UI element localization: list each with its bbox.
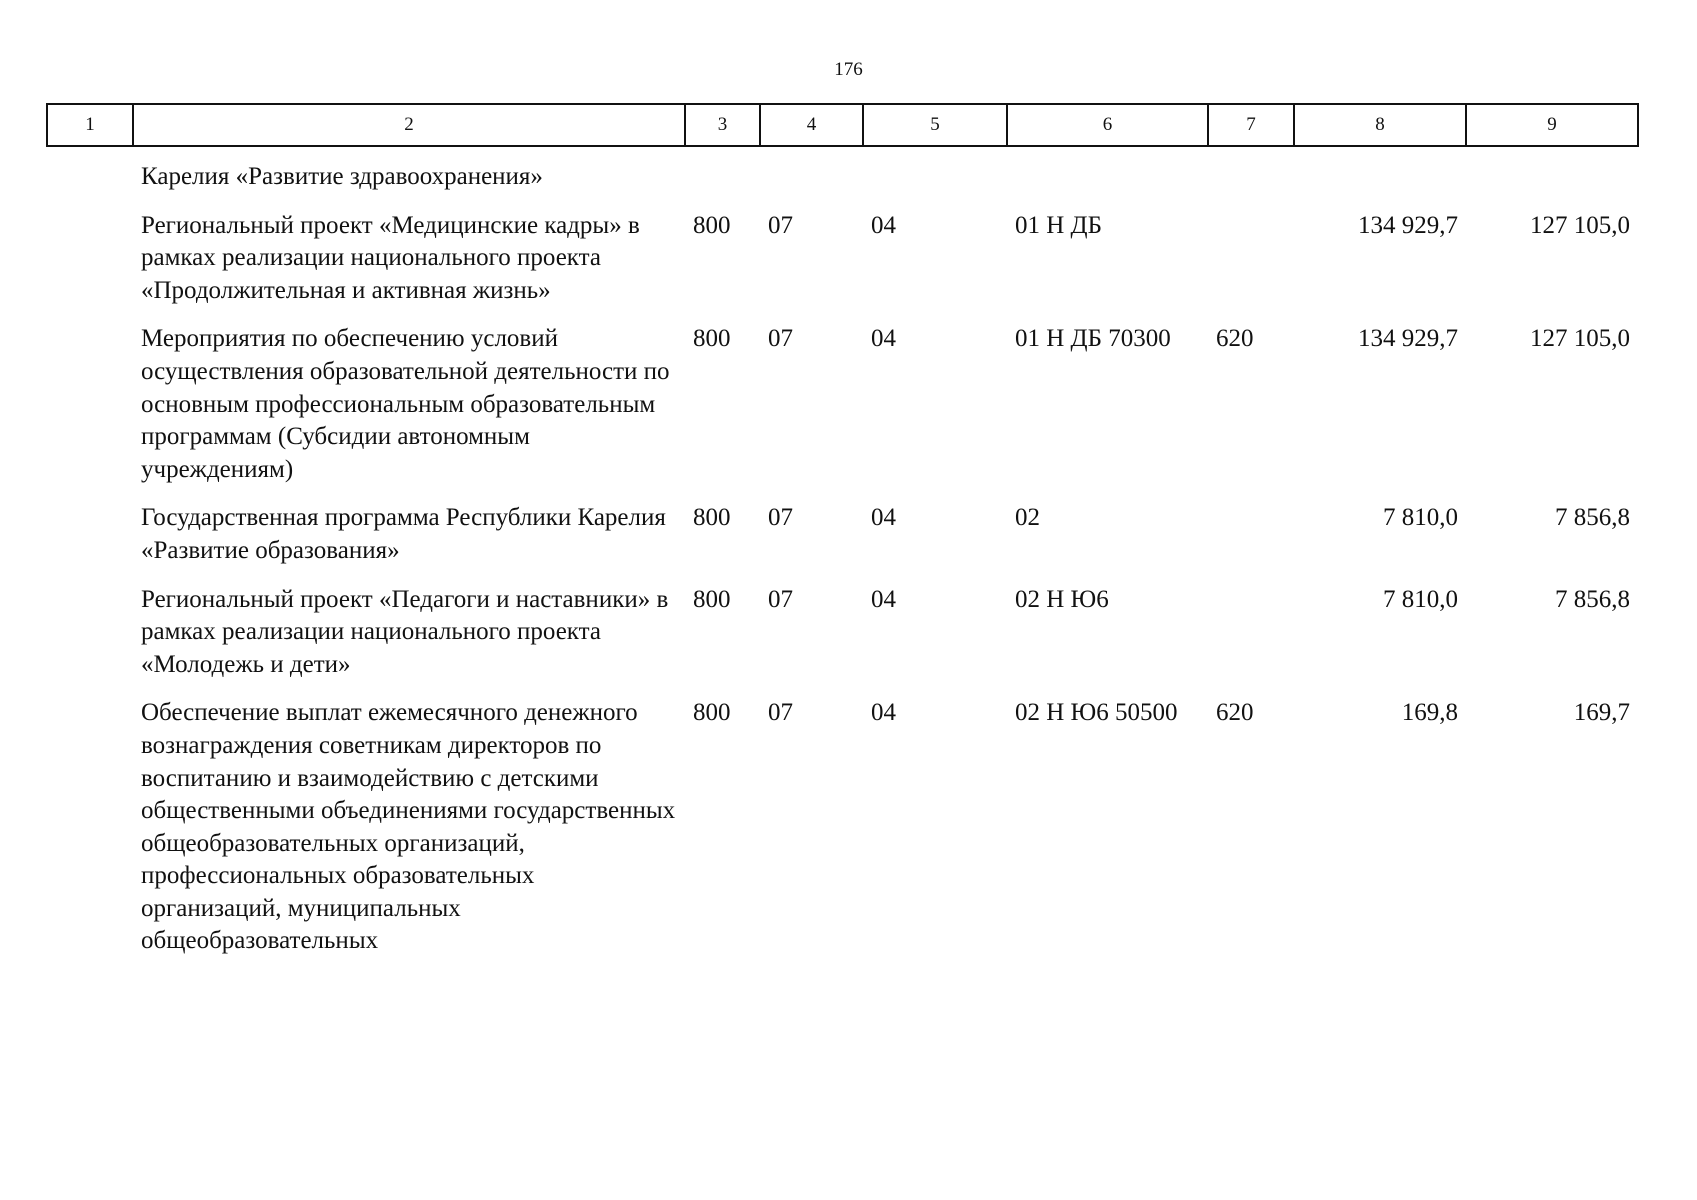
table-row <box>47 146 1638 210</box>
target-article-code: 01 Н ДБ <box>1015 211 1102 239</box>
amount-col-9: 7 856,8 <box>1555 504 1630 532</box>
ministry-code: 800 <box>693 585 731 613</box>
ministry-code: 800 <box>693 211 731 239</box>
table-row <box>47 210 1638 324</box>
amount-col-8: 134 929,7 <box>1358 325 1458 353</box>
table-row <box>47 697 1638 974</box>
expense-type-code <box>1208 210 1294 324</box>
amount-col-8 <box>1294 146 1466 210</box>
header-col-2: 2 <box>133 104 685 146</box>
amount-col-8: 7 810,0 <box>1383 585 1458 613</box>
amount-col-9: 127 105,0 <box>1530 325 1630 353</box>
target-article-code <box>1007 146 1208 210</box>
target-article-code: 02 <box>1015 504 1040 532</box>
amount-col-9 <box>1466 146 1638 210</box>
row-index-cell <box>47 584 133 698</box>
table-row <box>47 323 1638 502</box>
target-article-code: 02 Н Ю6 <box>1015 585 1109 613</box>
budget-table <box>46 103 1639 974</box>
amount-col-9: 127 105,0 <box>1530 211 1630 239</box>
row-name: Государственная программа Республики Карелия «Развитие образования» <box>141 504 666 564</box>
ministry-code: 800 <box>693 504 731 532</box>
row-name: Региональный проект «Медицинские кадры» в рамках реализации национального проекта «Продолжительная и активная жизнь» <box>141 211 640 304</box>
subsection-code <box>863 146 1007 210</box>
target-article-code: 02 Н Ю6 50500 <box>1015 699 1178 727</box>
row-index-cell <box>47 210 133 324</box>
amount-col-8: 134 929,7 <box>1358 211 1458 239</box>
subsection-code: 04 <box>871 325 896 353</box>
table-row <box>47 502 1638 583</box>
amount-col-9: 7 856,8 <box>1555 585 1630 613</box>
section-code: 07 <box>768 585 793 613</box>
expense-type-code: 620 <box>1216 699 1254 727</box>
expense-type-code <box>1208 146 1294 210</box>
header-col-3: 3 <box>685 104 760 146</box>
subsection-code: 04 <box>871 585 896 613</box>
amount-col-8: 7 810,0 <box>1383 504 1458 532</box>
section-code: 07 <box>768 211 793 239</box>
header-col-5: 5 <box>863 104 1007 146</box>
expense-type-code <box>1208 584 1294 698</box>
row-index-cell <box>47 323 133 502</box>
row-name: Обеспечение выплат ежемесячного денежного вознаграждения советникам директоров по воспитанию и взаимодействию с детскими общественными объединениями государственных общеобразовательных организаций, профессиональных образовательных организаций, муниципальных общеобразовательных <box>141 699 676 955</box>
row-name: Мероприятия по обеспечению условий осуществления образовательной деятельности по основным профессиональным образовательным программам (Субсидии автономным учреждениям) <box>141 325 670 483</box>
row-index-cell <box>47 502 133 583</box>
ministry-code: 800 <box>693 699 731 727</box>
section-code: 07 <box>768 325 793 353</box>
table-row <box>47 584 1638 698</box>
page-number: 176 <box>834 59 863 80</box>
section-code <box>760 146 863 210</box>
row-name: Региональный проект «Педагоги и наставники» в рамках реализации национального проекта «Молодежь и дети» <box>141 585 669 678</box>
subsection-code: 04 <box>871 699 896 727</box>
row-index-cell <box>47 697 133 974</box>
header-col-1: 1 <box>47 104 133 146</box>
subsection-code: 04 <box>871 504 896 532</box>
header-col-9: 9 <box>1466 104 1638 146</box>
header-col-4: 4 <box>760 104 863 146</box>
ministry-code <box>685 146 760 210</box>
subsection-code: 04 <box>871 211 896 239</box>
expense-type-code <box>1208 502 1294 583</box>
row-name: Карелия «Развитие здравоохранения» <box>141 163 543 190</box>
amount-col-8: 169,8 <box>1401 699 1458 727</box>
section-code: 07 <box>768 504 793 532</box>
table-header <box>47 104 1638 146</box>
row-index-cell <box>47 146 133 210</box>
header-col-7: 7 <box>1208 104 1294 146</box>
section-code: 07 <box>768 699 793 727</box>
header-col-8: 8 <box>1294 104 1466 146</box>
expense-type-code: 620 <box>1216 325 1254 353</box>
target-article-code: 01 Н ДБ 70300 <box>1015 325 1171 353</box>
ministry-code: 800 <box>693 325 731 353</box>
header-row <box>47 104 1638 146</box>
amount-col-9: 169,7 <box>1573 699 1630 727</box>
table-body <box>47 146 1638 974</box>
header-col-6: 6 <box>1007 104 1208 146</box>
